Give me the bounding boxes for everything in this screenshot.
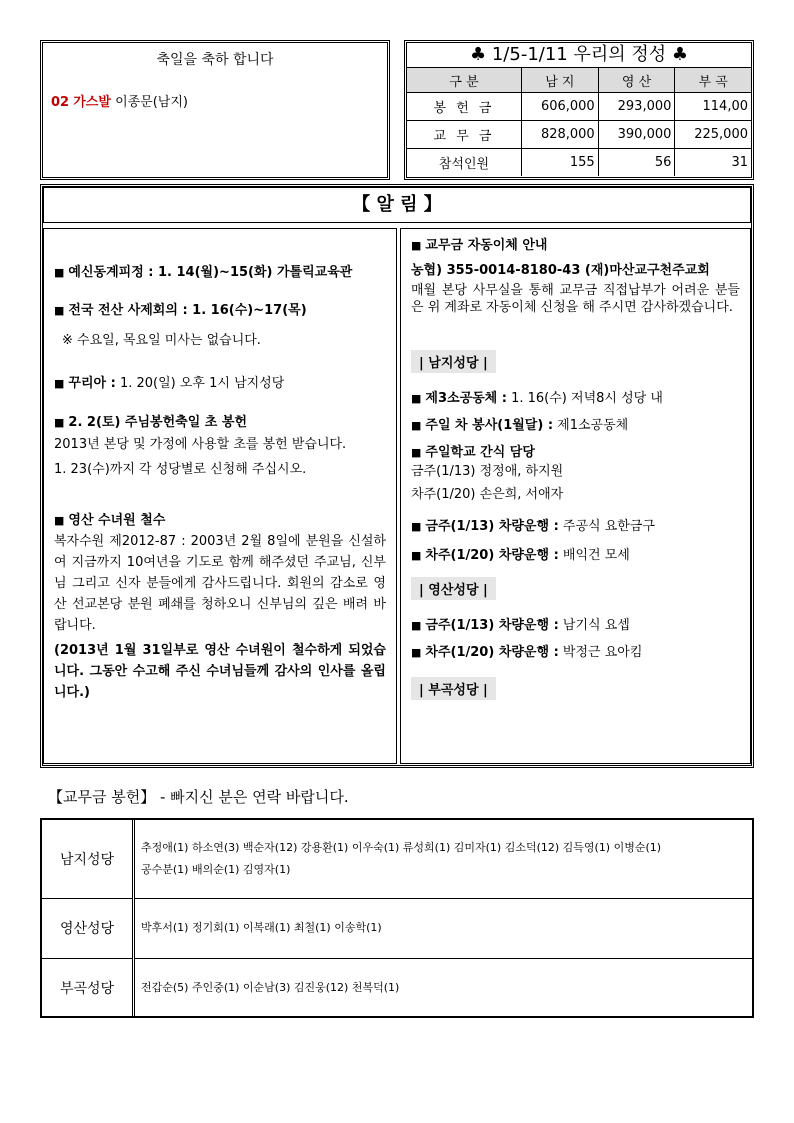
notice-title: 【 알 림 】 <box>43 187 751 223</box>
notice-item <box>411 641 740 660</box>
bullet-square-icon: ■ <box>54 514 65 527</box>
offering-cell: 31 <box>675 149 751 177</box>
offering-header: 영 산 <box>598 68 675 93</box>
pledge-names-line: 추정애(1) 하소연(3) 백순자(12) 강용환(1) 이우숙(1) 류성희(1) 김미자(1) 김소덕(12) 김득영(1) 이병순(1) <box>141 840 662 854</box>
pledge-parish: 부곡성당 <box>42 958 134 1018</box>
offering-row <box>407 121 751 149</box>
notice-item-text: 박정근 요아킴 <box>558 645 643 660</box>
notice-note: ※ 수요일, 목요일 미사는 없습니다. <box>62 333 261 348</box>
notice-line: 2013년 본당 및 가정에 사용할 초를 봉헌 받습니다. <box>54 437 347 452</box>
parish-tag-namji: | 남지성당 | <box>411 350 496 373</box>
offering-row <box>407 93 751 121</box>
bullet-square-icon: ■ <box>411 619 422 632</box>
offering-header: 구 분 <box>407 68 522 93</box>
notice-item-head: 차주(1/20) 차량운행 : <box>425 645 559 660</box>
notice-item-head: 금주(1/13) 차량운행 : <box>425 519 559 534</box>
notice-item <box>411 387 740 406</box>
notice-item <box>411 414 740 433</box>
bullet-square-icon: ■ <box>54 266 65 279</box>
feast-day-saint: 가스발 <box>73 95 111 110</box>
notice-item-head: 예신동계피정 : 1. 14(월)~15(화) 가톨릭교육관 <box>68 265 353 280</box>
notice-paragraph-note: (2013년 1월 31일부로 영산 수녀원이 철수하게 되었습니다. 그동안 수고해 주신 수녀님들께 감사의 인사를 올립니다.) <box>54 643 386 700</box>
notice-item-body <box>411 461 740 505</box>
notice-item <box>411 234 740 253</box>
notice-item <box>411 441 740 460</box>
pledge-table <box>42 820 752 1018</box>
notice-item-body <box>54 434 386 480</box>
notice-item-text: 1. 20(일) 오후 1시 남지성당 <box>115 376 285 391</box>
pledge-names <box>134 958 753 1018</box>
table-row <box>42 820 752 898</box>
notice-left-column <box>43 228 397 764</box>
notice-item <box>411 544 740 563</box>
notice-item-text: 배익건 모세 <box>558 548 630 563</box>
offering-header: 부 곡 <box>675 68 751 93</box>
bullet-square-icon: ■ <box>54 377 65 390</box>
notice-item-text: 제1소공동체 <box>553 418 629 433</box>
pledge-names-line: 공수분(1) 배의순(1) 김영자(1) <box>141 862 291 876</box>
offering-table <box>407 68 751 176</box>
notice-item-head: 주일 차 봉사(1월달) : <box>425 418 554 433</box>
feast-day-person: 이종문(남지) <box>115 95 188 110</box>
bullet-square-icon: ■ <box>411 392 422 405</box>
notice-item-head: 교무금 자동이체 안내 <box>425 238 548 253</box>
notice-item-head: 제3소공동체 : <box>425 391 507 406</box>
offering-row-label: 봉 헌 금 <box>407 93 522 121</box>
pledge-names <box>134 898 753 958</box>
bullet-square-icon: ■ <box>411 446 422 459</box>
pledge-heading: 【교무금 봉헌】 - 빠지신 분은 연락 바랍니다. <box>48 788 349 806</box>
notice-item-text: 남기식 요셉 <box>558 618 630 633</box>
bullet-square-icon: ■ <box>54 416 65 429</box>
notice-item-head: 2. 2(토) 주님봉헌축일 초 봉헌 <box>68 415 248 430</box>
offering-row-label: 참석인원 <box>407 149 522 177</box>
notice-item <box>411 515 740 534</box>
offering-summary <box>404 40 754 180</box>
pledge-parish: 남지성당 <box>42 820 134 898</box>
feast-day-title: 축일을 축하 합니다 <box>156 52 274 68</box>
pledge-parish: 영산성당 <box>42 898 134 958</box>
notice-item-head: 전국 전산 사제회의 : 1. 16(수)~17(목) <box>68 303 307 318</box>
notice-item <box>411 614 740 633</box>
notice-item-head: 금주(1/13) 차량운행 : <box>425 618 559 633</box>
offering-row <box>407 149 751 177</box>
table-row <box>42 958 752 1018</box>
offering-cell: 828,000 <box>522 121 599 149</box>
feast-day-box <box>40 40 390 180</box>
offering-row-label: 교 무 금 <box>407 121 522 149</box>
feast-day-entry <box>51 91 387 110</box>
bullet-square-icon: ■ <box>411 646 422 659</box>
notice-item-head: 차주(1/20) 차량운행 : <box>425 548 559 563</box>
parish-tag-bugok: | 부곡성당 | <box>411 677 496 700</box>
offering-title: ♣ 1/5-1/11 우리의 정성 ♣ <box>407 43 751 68</box>
bullet-square-icon: ■ <box>411 549 422 562</box>
notice-item-head: 꾸리아 : <box>68 376 116 391</box>
offering-cell: 293,000 <box>598 93 675 121</box>
feast-day-date: 02 <box>51 95 70 110</box>
offering-cell: 225,000 <box>675 121 751 149</box>
bullet-square-icon: ■ <box>411 239 422 252</box>
notice-item <box>54 509 386 528</box>
notice-paragraph: 매월 본당 사무실을 통해 교무금 직접납부가 어려운 분들은 위 계좌로 자동이체 신청을 해 주시면 감사하겠습니다. <box>411 283 740 315</box>
notice-item-head: 영산 수녀원 철수 <box>68 513 166 528</box>
notice-item-text: 주공식 요한금구 <box>558 519 655 534</box>
pledge-names-line: 박후서(1) 정기회(1) 이복래(1) 최철(1) 이송학(1) <box>141 921 382 934</box>
pledge-names <box>134 820 753 898</box>
offering-cell: 114,00 <box>675 93 751 121</box>
offering-cell: 606,000 <box>522 93 599 121</box>
notice-item <box>54 372 386 391</box>
notice-right-column <box>400 228 751 764</box>
bullet-square-icon: ■ <box>411 520 422 533</box>
notice-item <box>54 261 386 280</box>
parish-tag-yeongsan: | 영산성당 | <box>411 577 496 600</box>
bullet-square-icon: ■ <box>54 304 65 317</box>
offering-header: 남 지 <box>522 68 599 93</box>
notice-item-head: 주일학교 간식 담당 <box>425 445 535 460</box>
notice-line: 차주(1/20) 손은희, 서애자 <box>411 487 564 502</box>
notice-item <box>54 299 386 318</box>
offering-cell: 155 <box>522 149 599 177</box>
notice-line: 1. 23(수)까지 각 성당별로 신청해 주십시오. <box>54 462 307 477</box>
offering-cell: 390,000 <box>598 121 675 149</box>
bullet-square-icon: ■ <box>411 419 422 432</box>
notice-line: 금주(1/13) 정정애, 하지원 <box>411 464 564 479</box>
bank-account: 농협) 355-0014-8180-43 (재)마산교구천주교회 <box>411 263 710 278</box>
notice-item <box>54 411 386 430</box>
notice-item-text: 1. 16(수) 저녁8시 성당 내 <box>506 391 663 406</box>
table-row <box>42 898 752 958</box>
notice-paragraph: 복자수원 제2012-87 : 2003년 2월 8일에 분원을 신설하여 지금까지 10여년을 기도로 함께 해주셨던 주교님, 신부님 그리고 신자 분들에게 감사드립니다. 회원의 감소로 영산 선교본당 분원 폐쇄를 청하오니 신부님의 깊은 배려 바랍니다. <box>54 534 386 633</box>
pledge-names-line: 전갑순(5) 주인중(1) 이순남(3) 김진웅(12) 천복덕(1) <box>141 981 400 995</box>
pledge-table-box <box>40 818 754 1018</box>
offering-cell: 56 <box>598 149 675 177</box>
